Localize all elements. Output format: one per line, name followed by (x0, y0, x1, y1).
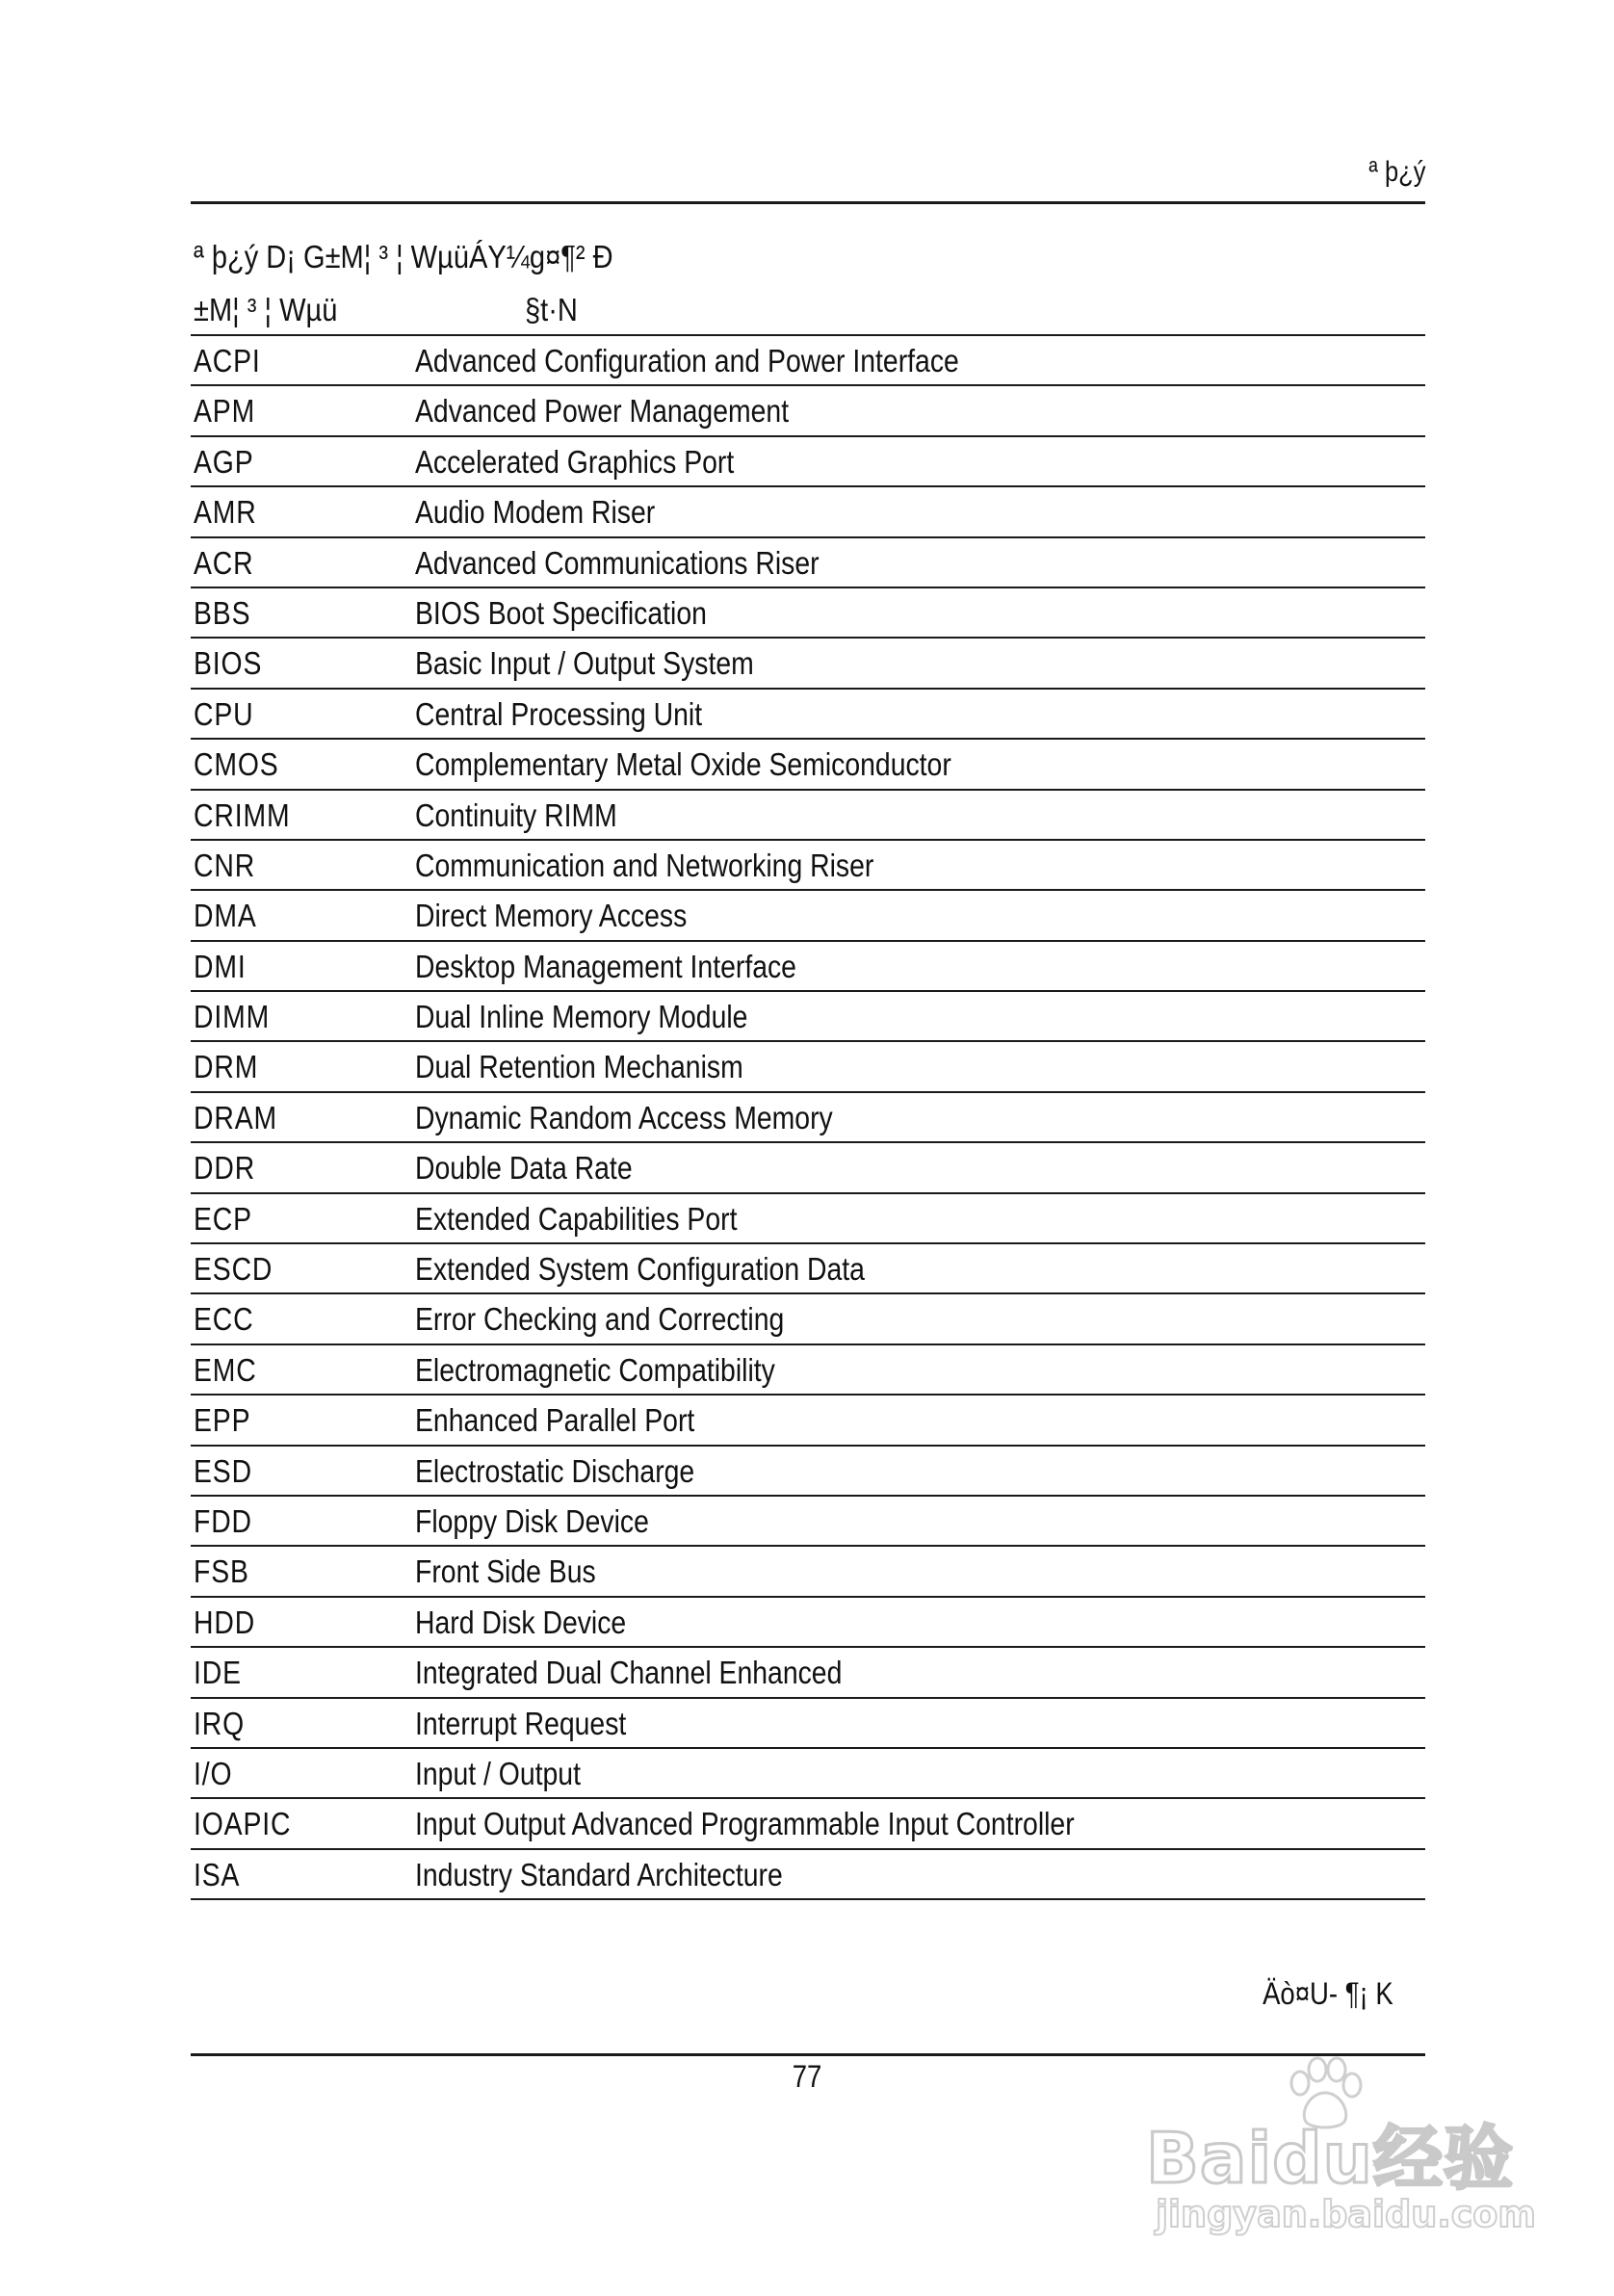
table-row (191, 1497, 1425, 1547)
abbreviation-cell: DIMM (194, 999, 271, 1035)
meaning-cell: Enhanced Parallel Port (415, 1402, 695, 1439)
abbreviation-cell: CPU (194, 695, 254, 732)
meaning-cell: Continuity RIMM (415, 796, 617, 833)
table-row (191, 942, 1425, 992)
abbreviation-cell: CNR (194, 847, 256, 883)
meaning-cell: Basic Input / Output System (415, 645, 754, 682)
meaning-cell: Error Checking and Correcting (415, 1301, 785, 1338)
abbreviation-cell: FSB (194, 1553, 249, 1590)
meaning-cell: Electrostatic Discharge (415, 1452, 695, 1489)
meaning-cell: Audio Modem Riser (415, 494, 656, 531)
table-row (191, 1547, 1425, 1597)
table-row (191, 1699, 1425, 1749)
abbreviation-cell: ESD (194, 1452, 252, 1489)
meaning-cell: Front Side Bus (415, 1553, 596, 1590)
meaning-cell: Electromagnetic Compatibility (415, 1351, 775, 1388)
table-row (191, 1194, 1425, 1244)
meaning-cell: Extended System Configuration Data (415, 1251, 865, 1288)
table-row (191, 386, 1425, 436)
abbreviation-cell: ACPI (194, 343, 261, 378)
meaning-cell: Input Output Advanced Programmable Input Controller (415, 1806, 1075, 1842)
abbreviation-cell: IDE (194, 1655, 242, 1691)
table-row (191, 1396, 1425, 1446)
meaning-cell: Central Processing Unit (415, 695, 703, 732)
abbreviation-cell: FDD (194, 1502, 252, 1539)
table-row (191, 1244, 1425, 1294)
table-row (191, 1850, 1425, 1900)
watermark-url: jingyan.baidu.com (1156, 2193, 1536, 2235)
table-row (191, 639, 1425, 689)
table-row (191, 1143, 1425, 1193)
meaning-cell: Accelerated Graphics Port (415, 443, 735, 480)
chapter-header: ª þ¿ý (1367, 156, 1425, 188)
meaning-cell: Advanced Power Management (415, 393, 790, 430)
abbreviation-cell: EPP (194, 1402, 251, 1439)
abbreviation-cell: EMC (194, 1351, 257, 1388)
abbreviation-cell: DRM (194, 1049, 259, 1085)
page-number: 77 (792, 2059, 822, 2094)
abbreviation-cell: AMR (194, 494, 257, 531)
meaning-cell: Integrated Dual Channel Enhanced (415, 1655, 843, 1691)
meaning-cell: BIOS Boot Specification (415, 594, 707, 631)
abbreviation-cell: BBS (194, 594, 251, 631)
table-row (191, 588, 1425, 639)
table-row (191, 1294, 1425, 1344)
table-row (191, 1799, 1425, 1849)
meaning-cell: Advanced Communications Riser (415, 544, 820, 581)
abbreviation-cell: APM (194, 393, 256, 430)
table-header (191, 286, 1425, 336)
table-row (191, 1345, 1425, 1396)
meaning-cell: Direct Memory Access (415, 898, 688, 934)
header-rule (191, 201, 1425, 204)
meaning-cell: Industry Standard Architecture (415, 1856, 783, 1892)
table-row (191, 891, 1425, 941)
table-row (191, 487, 1425, 537)
continued-note: Äò¤U- ¶¡ K (1263, 1976, 1393, 2011)
meaning-cell: Floppy Disk Device (415, 1502, 649, 1539)
abbreviation-cell: IOAPIC (194, 1806, 292, 1842)
table-row (191, 1447, 1425, 1497)
table-row (191, 740, 1425, 790)
abbreviation-cell: ESCD (194, 1251, 273, 1288)
meaning-cell: Dual Inline Memory Module (415, 999, 748, 1035)
watermark-logo: Baidu经验 (1146, 2118, 1514, 2199)
abbreviation-cell: CMOS (194, 746, 279, 783)
table-row (191, 1093, 1425, 1143)
abbreviation-cell: ECC (194, 1301, 254, 1338)
table-row (191, 1648, 1425, 1698)
table-row (191, 1749, 1425, 1799)
column-header-meaning: §t·N (525, 292, 578, 327)
section-title: ª þ¿ý D¡ G±M¦ ³ ¦ WµüÁY¼g¤¶² Ð (194, 239, 613, 274)
abbreviation-cell: ACR (194, 544, 254, 581)
table-row (191, 538, 1425, 588)
meaning-cell: Extended Capabilities Port (415, 1200, 738, 1237)
table-body (191, 336, 1425, 1900)
meaning-cell: Dual Retention Mechanism (415, 1049, 743, 1085)
meaning-cell: Interrupt Request (415, 1705, 627, 1741)
table-row (191, 841, 1425, 891)
baidu-watermark (1146, 2056, 1536, 2249)
table-row (191, 690, 1425, 740)
table-row (191, 1042, 1425, 1092)
abbreviation-cell: IRQ (194, 1705, 246, 1741)
abbreviation-cell: ECP (194, 1200, 252, 1237)
meaning-cell: Hard Disk Device (415, 1604, 627, 1640)
abbreviation-cell: DMI (194, 948, 247, 984)
abbreviation-cell: ISA (194, 1856, 241, 1892)
abbreviation-cell: DDR (194, 1150, 256, 1187)
abbreviation-cell: I/O (194, 1755, 233, 1791)
meaning-cell: Advanced Configuration and Power Interface (415, 343, 959, 378)
abbreviation-cell: CRIMM (194, 796, 291, 833)
meaning-cell: Desktop Management Interface (415, 948, 796, 984)
table-row (191, 1598, 1425, 1648)
abbreviation-cell: HDD (194, 1604, 256, 1640)
meaning-cell: Double Data Rate (415, 1150, 633, 1187)
abbreviation-cell: AGP (194, 443, 254, 480)
abbreviation-cell: BIOS (194, 645, 263, 682)
abbreviation-cell: DMA (194, 898, 257, 934)
meaning-cell: Complementary Metal Oxide Semiconductor (415, 746, 951, 783)
table-row (191, 791, 1425, 841)
abbreviation-cell: DRAM (194, 1099, 278, 1135)
meaning-cell: Communication and Networking Riser (415, 847, 874, 883)
meaning-cell: Dynamic Random Access Memory (415, 1099, 833, 1135)
table-row (191, 437, 1425, 487)
glossary-table (191, 286, 1425, 1900)
table-row (191, 336, 1425, 386)
table-row (191, 992, 1425, 1042)
meaning-cell: Input / Output (415, 1755, 581, 1791)
column-header-abbreviation: ±M¦ ³ ¦ Wµü (194, 292, 338, 327)
